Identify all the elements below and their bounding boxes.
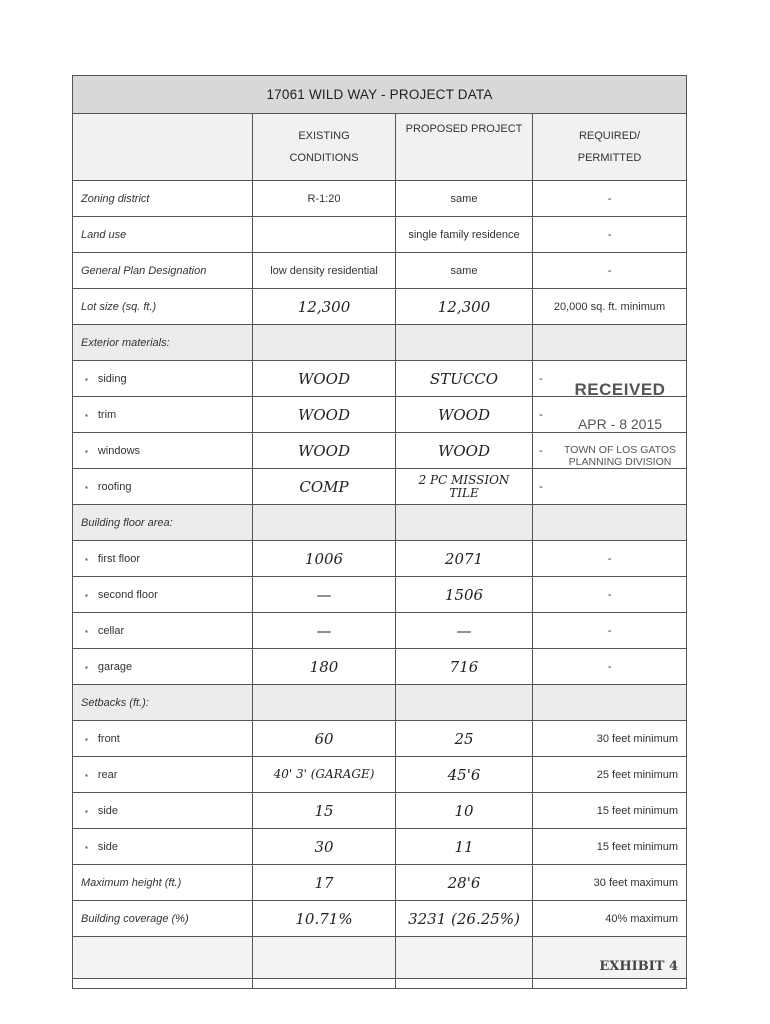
table-title: 17061 WILD WAY - PROJECT DATA [73,76,687,114]
table-row [73,469,687,505]
row-label: Building coverage (%) [73,901,253,937]
proposed-value: WOOD [396,397,533,433]
proposed-value: 45'6 [396,757,533,793]
table-row [73,649,687,685]
existing-value: — [253,577,396,613]
stamp-town: TOWN OF LOS GATOS [563,444,676,456]
existing-value: — [253,613,396,649]
blank-cell [253,937,396,979]
proposed-value: same [396,253,533,289]
row-label: ▪ side [73,829,253,865]
required-value: 15 feet minimum [533,793,687,829]
table-row [73,721,687,757]
row-label: ▪ windows [73,433,253,469]
row-label: Maximum height (ft.) [73,865,253,901]
existing-value: 1006 [253,541,396,577]
section-cell [396,505,533,541]
header-proposed: PROPOSED PROJECT [396,114,533,181]
required-value: 20,000 sq. ft. minimum [533,289,687,325]
row-label: ▪ siding [73,361,253,397]
table-row [73,865,687,901]
row-label: Land use [73,217,253,253]
row-label: ▪ trim [73,397,253,433]
row-label: Zoning district [73,181,253,217]
row-label: ▪ front [73,721,253,757]
row-label: Exterior materials: [73,325,253,361]
blank-cell [396,937,533,979]
required-value: 15 feet minimum [533,829,687,865]
proposed-value: 2071 [396,541,533,577]
existing-value: COMP [253,469,396,505]
proposed-value: 716 [396,649,533,685]
table-row [73,685,687,721]
stamp-received: RECEIVED [574,380,666,399]
section-cell [253,685,396,721]
existing-value: 40' 3' (GARAGE) [253,757,396,793]
table-row [73,505,687,541]
required-value: - [533,217,687,253]
row-label: Lot size (sq. ft.) [73,289,253,325]
proposed-value: 3231 (26.25%) [396,901,533,937]
required-value: 40% maximum [533,901,687,937]
existing-value: 17 [253,865,396,901]
header-required: REQUIRED/ PERMITTED [533,114,687,181]
section-cell [396,325,533,361]
required-value: - [533,397,687,433]
row-label: ▪ roofing [73,469,253,505]
blank-cell [73,937,253,979]
required-value: - [533,433,687,469]
received-stamp [554,380,686,468]
table-row [73,793,687,829]
table-row [73,901,687,937]
table-row [73,181,687,217]
row-label: Building floor area: [73,505,253,541]
existing-value: WOOD [253,397,396,433]
proposed-value: single family residence [396,217,533,253]
section-cell [533,325,687,361]
required-value: - [533,361,687,397]
required-value: 25 feet minimum [533,757,687,793]
required-value: - [533,253,687,289]
row-label: General Plan Designation [73,253,253,289]
table-row [73,757,687,793]
required-value: - [533,613,687,649]
existing-value: WOOD [253,361,396,397]
row-label: ▪ side [73,793,253,829]
proposed-value: — [396,613,533,649]
existing-value: 15 [253,793,396,829]
header-existing: EXISTING CONDITIONS [253,114,396,181]
existing-value [253,217,396,253]
row-label: ▪ first floor [73,541,253,577]
required-value: - [533,577,687,613]
existing-value: 30 [253,829,396,865]
table-row [73,217,687,253]
proposed-value: WOOD [396,433,533,469]
row-label: ▪ second floor [73,577,253,613]
existing-value: low density residential [253,253,396,289]
existing-value: R-1:20 [253,181,396,217]
proposed-value: 12,300 [396,289,533,325]
row-label: ▪ rear [73,757,253,793]
proposed-value: 11 [396,829,533,865]
required-value: 30 feet minimum [533,721,687,757]
proposed-value: 1506 [396,577,533,613]
table-row [73,253,687,289]
table-row [73,541,687,577]
row-label: Setbacks (ft.): [73,685,253,721]
proposed-value: 10 [396,793,533,829]
proposed-value: 2 PC MISSION TILE [396,469,533,505]
section-cell [253,325,396,361]
required-value: - [533,541,687,577]
existing-value: 12,300 [253,289,396,325]
required-value: 30 feet maximum [533,865,687,901]
row-label: ▪ garage [73,649,253,685]
proposed-value: STUCCO [396,361,533,397]
required-value: - [533,469,687,505]
table-row [73,577,687,613]
stamp-date: APR - 8 2015 [577,416,663,432]
table-row [73,325,687,361]
existing-value: WOOD [253,433,396,469]
project-data-table [72,75,686,989]
proposed-value: 28'6 [396,865,533,901]
proposed-value: 25 [396,721,533,757]
exhibit-label: EXHIBIT 4 [533,937,687,979]
header-blank [73,114,253,181]
proposed-value: same [396,181,533,217]
existing-value: 10.71% [253,901,396,937]
existing-value: 180 [253,649,396,685]
required-value: - [533,649,687,685]
section-cell [533,685,687,721]
section-cell [533,505,687,541]
table-row [73,829,687,865]
existing-value: 60 [253,721,396,757]
required-value: - [533,181,687,217]
section-cell [396,685,533,721]
table-row [73,289,687,325]
table-row [73,613,687,649]
stamp-division: PLANNING DIVISION [568,456,672,468]
section-cell [253,505,396,541]
row-label: ▪ cellar [73,613,253,649]
